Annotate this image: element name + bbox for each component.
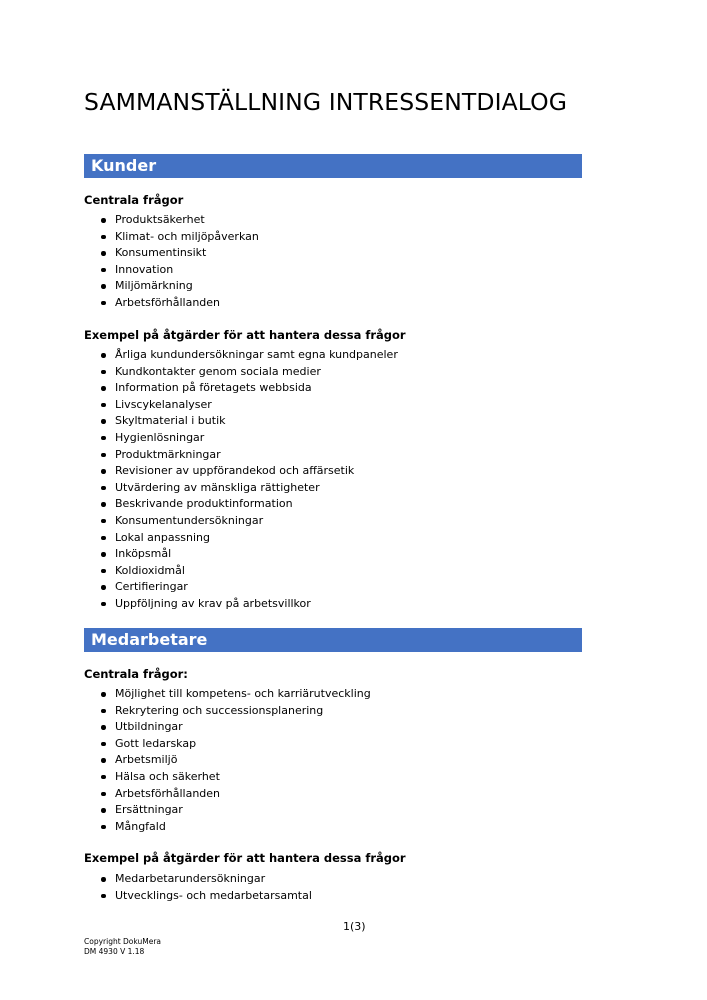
list-item [84,579,398,596]
list-item [84,563,398,580]
subheading-kunder-atgarder: Exempel på åtgärder för att hantera dessa frågor [84,328,406,342]
footer-doc-id: DM 4930 V 1.18 [84,947,145,956]
list-item [84,430,398,447]
list-item [84,397,398,414]
list-item [84,736,371,753]
bullet-icon [101,386,106,391]
list-item-text: Livscykelanalyser [115,397,212,411]
list-item [84,447,398,464]
list-item-text: Rekrytering och successionsplanering [115,703,324,717]
list-item-text: Konsumentundersökningar [115,513,264,527]
list-item [84,245,259,262]
bullet-icon [101,775,106,780]
section-heading-kunder: Kunder [84,154,582,178]
list-item-text: Arbetsförhållanden [115,786,221,800]
bullet-list-medarbetare-centrala [84,686,371,835]
list-item-text: Miljömärkning [115,279,193,293]
bullet-icon [101,825,106,830]
footer-copyright: Copyright DokuMera [84,937,162,946]
list-item-text: Kundkontakter genom sociala medier [115,364,321,378]
bullet-icon [101,725,106,730]
bullet-icon [101,502,106,507]
bullet-icon [101,792,106,797]
list-item-text: Uppföljning av krav på arbetsvillkor [115,596,311,610]
list-item-text: Certifieringar [115,580,188,594]
subheading-medarbetare-atgarder: Exempel på åtgärder för att hantera dessa frågor [84,851,406,865]
list-item-text: Årliga kundundersökningar samt egna kundpaneler [115,348,398,361]
list-item [84,686,371,703]
list-item [84,347,398,364]
list-item [84,413,398,430]
section-heading-medarbetare: Medarbetare [84,628,582,652]
list-item [84,802,371,819]
bullet-icon [101,742,106,747]
list-item [84,546,398,563]
bullet-icon [101,353,106,358]
list-item-text: Konsumentinsikt [115,246,207,260]
list-item-text: Utvecklings- och medarbetarsamtal [115,888,312,902]
list-item [84,596,398,613]
bullet-icon [101,419,106,424]
list-item-text: Arbetsmiljö [115,753,178,767]
bullet-list-medarbetare-atgarder [84,871,312,904]
subheading-kunder-centrala: Centrala frågor [84,193,184,207]
list-item-text: Produktmärkningar [115,447,221,461]
bullet-icon [101,808,106,813]
list-item [84,513,398,530]
list-item-text: Revisioner av uppförandekod och affärsetik [115,464,355,478]
list-item [84,229,259,246]
list-item-text: Möjlighet till kompetens- och karriärutveckling [115,687,371,700]
list-item-text: Klimat- och miljöpåverkan [115,229,259,243]
bullet-icon [101,218,106,223]
list-item [84,262,259,279]
bullet-icon [101,251,106,256]
list-item [84,786,371,803]
list-item-text: Ersättningar [115,803,183,817]
list-item-text: Mångfald [115,819,166,833]
list-item-text: Koldioxidmål [115,563,185,577]
bullet-list-kunder-atgarder [84,347,398,613]
bullet-icon [101,436,106,441]
bullet-icon [101,370,106,375]
list-item [84,295,259,312]
list-item-text: Medarbetarundersökningar [115,872,266,885]
list-item-text: Gott ledarskap [115,736,197,750]
list-item-text: Beskrivande produktinformation [115,497,293,511]
list-item-text: Utbildningar [115,720,183,734]
list-item-text: Information på företagets webbsida [115,381,312,395]
list-item-text: Inköpsmål [115,547,172,561]
list-item-text: Arbetsförhållanden [115,295,221,309]
list-item-text: Hygienlösningar [115,430,205,444]
bullet-icon [101,301,106,306]
bullet-icon [101,692,106,697]
bullet-icon [101,709,106,714]
bullet-icon [101,877,106,882]
bullet-icon [101,235,106,240]
list-item [84,496,398,513]
list-item [84,530,398,547]
list-item-text: Innovation [115,262,174,276]
list-item [84,769,371,786]
list-item [84,719,371,736]
bullet-icon [101,552,106,557]
bullet-icon [101,758,106,763]
bullet-icon [101,453,106,458]
bullet-icon [101,519,106,524]
bullet-icon [101,894,106,899]
bullet-icon [101,486,106,491]
bullet-icon [101,403,106,408]
list-item-text: Produktsäkerhet [115,213,205,226]
list-item [84,888,312,905]
bullet-icon [101,569,106,574]
list-item-text: Hälsa och säkerhet [115,769,220,783]
bullet-icon [101,469,106,474]
list-item-text: Skyltmaterial i butik [115,414,226,428]
list-item [84,871,312,888]
list-item [84,212,259,229]
bullet-icon [101,536,106,541]
list-item [84,364,398,381]
list-item [84,752,371,769]
bullet-icon [101,268,106,273]
list-item [84,380,398,397]
list-item [84,463,398,480]
page-number: 1(3) [343,920,366,933]
list-item [84,703,371,720]
subheading-medarbetare-centrala: Centrala frågor: [84,667,188,681]
list-item-text: Utvärdering av mänskliga rättigheter [115,480,320,494]
bullet-icon [101,602,106,607]
document-title: SAMMANSTÄLLNING INTRESSENTDIALOG [84,88,568,116]
list-item [84,480,398,497]
bullet-list-kunder-centrala [84,212,259,312]
list-item [84,278,259,295]
list-item [84,819,371,836]
bullet-icon [101,284,106,289]
list-item-text: Lokal anpassning [115,530,211,544]
bullet-icon [101,585,106,590]
